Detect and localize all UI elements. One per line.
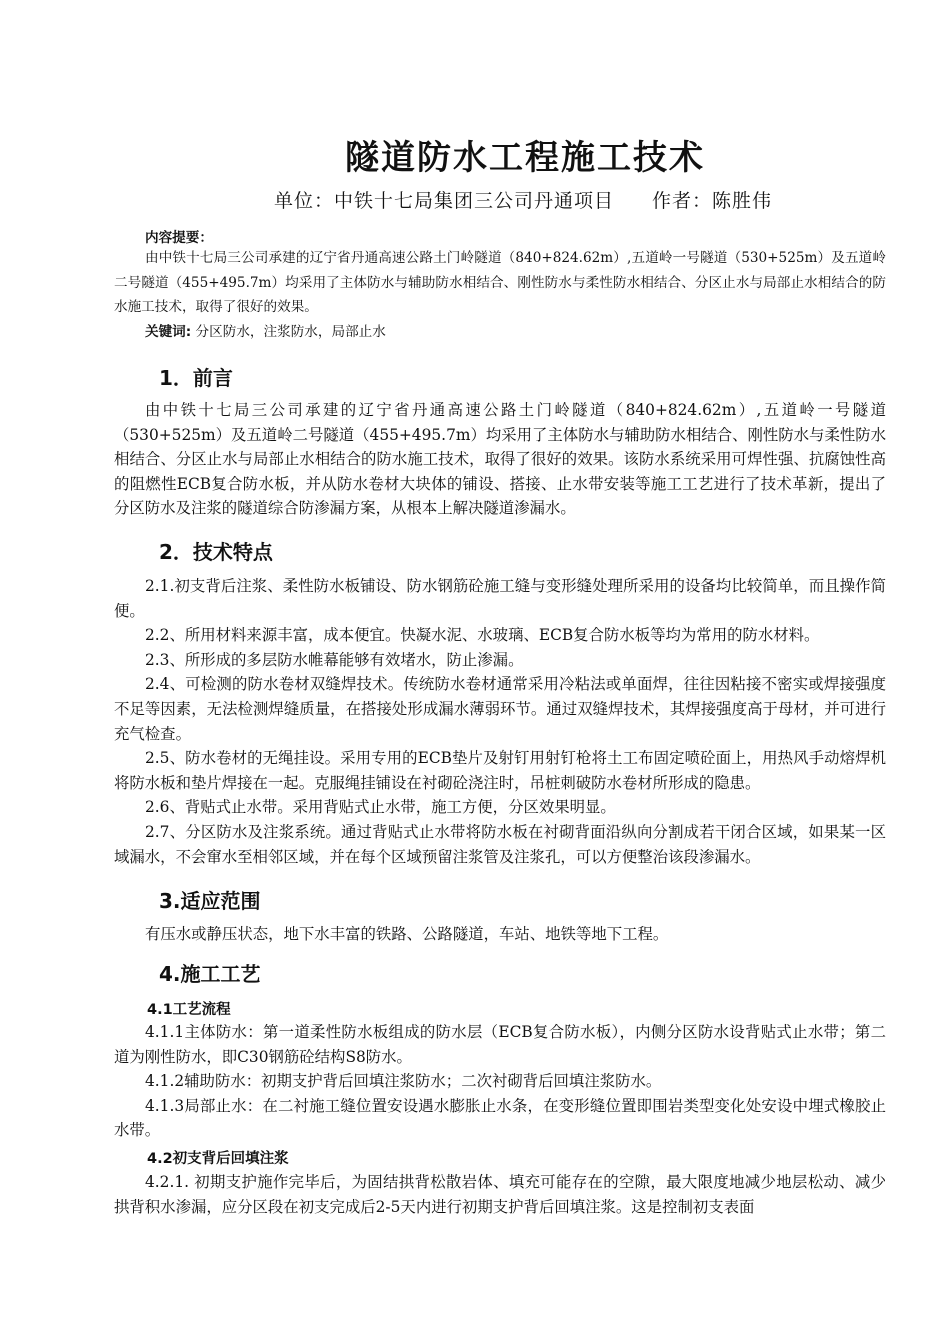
section-4-1-body xyxy=(114,1020,886,1143)
byline-author: 作者：陈胜伟 xyxy=(652,190,773,212)
section-1-heading: 1．前言 xyxy=(159,366,233,390)
keywords-text: 分区防水，注浆防水，局部止水 xyxy=(195,323,386,340)
section-2-paragraph: 2.3、所形成的多层防水帷幕能够有效堵水，防止渗漏。 xyxy=(145,650,524,669)
abstract-block xyxy=(114,226,886,344)
section-3-body xyxy=(114,922,886,947)
section-3-heading: 3.适应范围 xyxy=(159,889,261,913)
section-3-paragraph: 有压水或静压状态，地下水丰富的铁路、公路隧道，车站、地铁等地下工程。 xyxy=(145,925,669,943)
subsection-4-2-heading: 4.2初支背后回填注浆 xyxy=(147,1151,289,1167)
section-2-body xyxy=(114,574,886,869)
section-4-2-body xyxy=(114,1170,886,1219)
section-2-paragraph: 2.2、所用材料来源丰富，成本便宜。快凝水泥、水玻璃、ECB复合防水板等均为常用的防水材料。 xyxy=(145,626,820,645)
section-2-paragraph: 2.7、分区防水及注浆系统。通过背贴式止水带将防水板在衬砌背面沿纵向分割成若干闭合区域，如果某一区域漏水，不会窜水至相邻区域，并在每个区域预留注浆管及注浆孔，可以方便整治该段渗漏水。 xyxy=(114,822,886,866)
section-1-body xyxy=(114,398,886,521)
section-2-paragraph: 2.6、背贴式止水带。采用背贴式止水带，施工方便，分区效果明显。 xyxy=(145,798,616,817)
section-1-paragraph: 由中铁十七局三公司承建的辽宁省丹通高速公路土门岭隧道（840+824.62m）,五道岭一号隧道（530+525m）及五道岭二号隧道（455+495.7m）均采用了主体防水与辅助防水相结合、刚性防水与柔性防水相结合、分区止水与局部止水相结合的防水施工技术，取得了很好的效果。该防水系统采用可焊性强、抗腐蚀性高的阻燃性ECB复合防水板，并从防水卷材大块体的铺设、搭接、止水带安装等施工工艺进行了技术革新，提出了分区防水及注浆的隧道综合防渗漏方案，从根本上解决隧道渗漏水。 xyxy=(114,401,887,518)
document-title: 隧道防水工程施工技术 xyxy=(345,138,705,178)
section-2-heading: 2．技术特点 xyxy=(159,540,273,564)
abstract-text: 由中铁十七局三公司承建的辽宁省丹通高速公路土门岭隧道（840+824.62m）,五道岭一号隧道（530+525m）及五道岭二号隧道（455+495.7m）均采用了主体防水与辅助防水相结合、刚性防水与柔性防水相结合、分区止水与局部止水相结合的防水施工技术，取得了很好的效果。 xyxy=(114,250,886,316)
section-4-paragraph: 4.1.3局部止水：在二衬施工缝位置安设遇水膨胀止水条，在变形缝位置即围岩类型变化处安设中埋式橡胶止水带。 xyxy=(114,1096,886,1140)
section-4-paragraph: 4.1.2辅助防水：初期支护背后回填注浆防水；二次衬砌背后回填注浆防水。 xyxy=(145,1072,662,1091)
abstract-label: 内容提要： xyxy=(145,230,213,246)
byline-unit: 单位：中铁十七局集团三公司丹通项目 xyxy=(273,190,614,212)
section-4-paragraph: 4.1.1主体防水：第一道柔性防水板组成的防水层（ECB复合防水板），内侧分区防水设背贴式止水带；第二道为刚性防水，即C30钢筋砼结构S8防水。 xyxy=(114,1023,886,1066)
keywords-line xyxy=(114,320,886,345)
section-4-heading: 4.施工工艺 xyxy=(159,962,261,986)
section-2-paragraph: 2.4、可检测的防水卷材双缝焊技术。传统防水卷材通常采用冷粘法或单面焊，往往因粘接不密实或焊接强度不足等因素，无法检测焊缝质量，在搭接处形成漏水薄弱环节。通过双缝焊技术，其焊接强度高于母材，并可进行充气检查。 xyxy=(114,675,886,743)
subsection-4-1-heading: 4.1工艺流程 xyxy=(147,1002,231,1018)
byline xyxy=(0,186,950,213)
section-2-paragraph: 2.1.初支背后注浆、柔性防水板铺设、防水钢筋砼施工缝与变形缝处理所采用的设备均比较简单，而且操作简便。 xyxy=(114,577,886,620)
section-4-paragraph: 4.2.1. 初期支护施作完毕后，为固结拱背松散岩体、填充可能存在的空隙，最大限度地减少地层松动、减少拱背积水渗漏，应分区段在初支完成后2-5天内进行初期支护背后回填注浆。这是控制初支表面 xyxy=(114,1173,886,1216)
abstract-label-line xyxy=(114,226,886,246)
keywords-label: 关键词: xyxy=(145,323,192,340)
section-2-paragraph: 2.5、防水卷材的无绳挂设。采用专用的ECB垫片及射钉用射钉枪将土工布固定喷砼面上，用热风手动熔焊机将防水板和垫片焊接在一起。克服绳挂铺设在衬砌砼浇注时，吊桩刺破防水卷材所形成的隐患。 xyxy=(114,749,886,792)
